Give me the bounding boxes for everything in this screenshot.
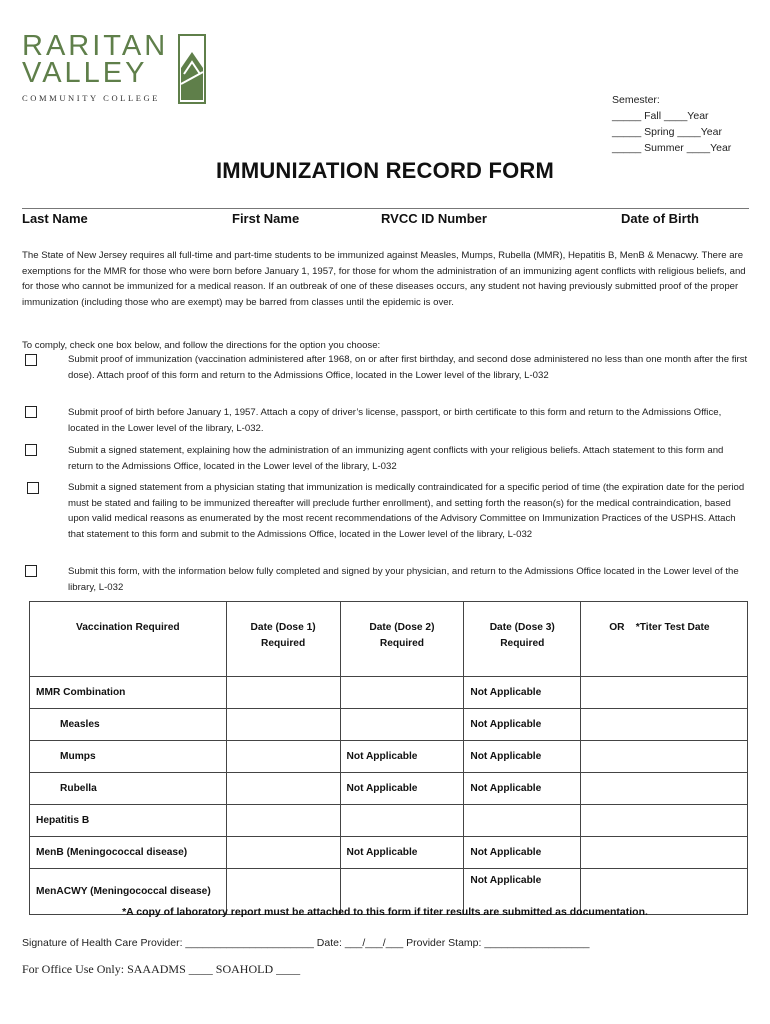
option-2-text: Submit proof of birth before January 1, 1957. Attach a copy of driver’s license, passport, or birth certificate to this form and return to the Admissions Office, located in the Lower level of the library, L-032. (68, 407, 722, 434)
dose-1-cell[interactable] (226, 741, 340, 773)
header-dose-3: Date (Dose 3) Required (464, 602, 581, 677)
dose-1-cell[interactable] (226, 805, 340, 837)
vaccine-name: Measles (30, 709, 227, 741)
vaccination-table (29, 601, 748, 915)
logo-line-3: COMMUNITY COLLEGE (22, 93, 161, 103)
header-or: OR (609, 622, 625, 633)
semester-summer: _____ Summer ____Year (612, 142, 732, 154)
option-5-checkbox[interactable] (25, 565, 37, 577)
last-name-label: Last Name (22, 211, 88, 226)
dose-3-cell: Not Applicable (464, 677, 581, 709)
titer-cell[interactable] (581, 741, 748, 773)
table-header-row (30, 602, 748, 677)
option-3-text: Submit a signed statement, explaining how the administration of an immunizing agent conflicts with your religious beliefs. Attach statement to this form and return to the Admissions Office, located in the Lower level of the library, L-032 (68, 445, 724, 472)
vaccine-name: MenACWY (Meningococcal disease) (30, 869, 227, 915)
titer-cell[interactable] (581, 773, 748, 805)
header-dose-1: Date (Dose 1) Required (226, 602, 340, 677)
first-name-label: First Name (232, 211, 300, 226)
vaccine-name: MenB (Meningococcal disease) (30, 837, 227, 869)
option-3-checkbox[interactable] (25, 444, 37, 456)
name-line[interactable] (22, 208, 749, 209)
table-row (30, 677, 748, 709)
office-use-line: For Office Use Only: SAAADMS ____ SOAHOLD ____ (22, 962, 301, 976)
header-titer-date: *Titer Test Date (635, 622, 710, 633)
dose-3-cell[interactable] (464, 805, 581, 837)
dose-2-cell: Not Applicable (340, 773, 464, 805)
dose-3-cell: Not Applicable (464, 741, 581, 773)
vaccine-name: Hepatitis B (30, 805, 227, 837)
dose-3-cell: Not Applicable (464, 869, 581, 915)
signature-line[interactable]: Signature of Health Care Provider: ______________________ Date: ___/___/___ Provider Stamp: __________________ (22, 937, 590, 949)
table-row (30, 805, 748, 837)
dose-3-cell: Not Applicable (464, 773, 581, 805)
semester-fall: _____ Fall ____Year (612, 110, 709, 122)
header-titer (581, 602, 748, 677)
header-dose-2: Date (Dose 2) Required (340, 602, 464, 677)
semester-spring: _____ Spring ____Year (612, 126, 722, 138)
dose-2-cell[interactable] (340, 805, 464, 837)
option-2-checkbox[interactable] (25, 406, 37, 418)
semester-label: Semester: (612, 94, 660, 106)
rvcc-id-label: RVCC ID Number (381, 211, 487, 226)
header-vaccination: Vaccination Required (30, 602, 227, 677)
option-5-text: Submit this form, with the information below fully completed and signed by your physician, and return to the Admissions Office located in the Lower level of the library, L-032 (68, 566, 739, 593)
semester-block (612, 92, 731, 156)
form-title: IMMUNIZATION RECORD FORM (215, 158, 555, 183)
dose-2-cell[interactable] (340, 677, 464, 709)
titer-cell[interactable] (581, 805, 748, 837)
dose-1-cell[interactable] (226, 773, 340, 805)
dob-label: Date of Birth (621, 211, 699, 226)
titer-note: *A copy of laboratory report must be attached to this form if titer results are submitted as documentation. (122, 906, 648, 918)
dose-1-cell[interactable] (226, 677, 340, 709)
option-4-checkbox[interactable] (27, 482, 39, 494)
titer-cell[interactable] (581, 709, 748, 741)
vaccine-name: MMR Combination (30, 677, 227, 709)
intro-paragraph: The State of New Jersey requires all full-time and part-time students to be immunized against Measles, Mumps, Rubella (MMR), Hepatitis B, MenB & Menacwy. There are exemptions for the MMR for those who were born before January 1, 1957, for those for whom the administration of an immunizing agent conflicts with religious beliefs, and for those who cannot be immunized for a medical reason. If an outbreak of one of these diseases occurs, any student not having previously submitted proof of the proper immunization (including those who are exempt) may be barred from classes until the epidemic is over. (22, 250, 746, 308)
titer-cell[interactable] (581, 837, 748, 869)
table-row (30, 837, 748, 869)
logo-line-1: RARITAN (22, 30, 169, 62)
dose-1-cell[interactable] (226, 837, 340, 869)
dose-2-cell: Not Applicable (340, 741, 464, 773)
college-logo (22, 32, 212, 104)
dose-1-cell[interactable] (226, 709, 340, 741)
dose-3-cell: Not Applicable (464, 709, 581, 741)
logo-line-2: VALLEY (22, 57, 148, 89)
logo-mark-icon (178, 34, 206, 104)
dose-2-cell[interactable] (340, 709, 464, 741)
vaccine-name: Rubella (30, 773, 227, 805)
option-1-checkbox[interactable] (25, 354, 37, 366)
dose-3-cell: Not Applicable (464, 837, 581, 869)
titer-cell[interactable] (581, 677, 748, 709)
table-row (30, 773, 748, 805)
option-1-text: Submit proof of immunization (vaccination administered after 1968, on or after first birthday, and second dose administered no less than one month after the first dose). Attach proof of this form and return to the Admissions Office, located in the Lower level of the library, L-032 (68, 354, 748, 381)
option-4-text: Submit a signed statement from a physician stating that immunization is medically contraindicated for a specific period of time (the expiration date for the period must be stated and failing to be immunized thereafter will preclude further enrollment), and setting forth the reason(s) for the medical contraindication, based upon valid medical reasons as enumerated by the most recent recommendations of the Advisory Committee on Immunization Practices of the USPHS. Attach that statement to this form and submit to the Admissions Office, located in the Lower level of the library, L-032 (68, 482, 745, 540)
comply-instruction: To comply, check one box below, and follow the directions for the option you choose: (22, 340, 381, 351)
dose-2-cell: Not Applicable (340, 837, 464, 869)
table-row (30, 709, 748, 741)
vaccine-name: Mumps (30, 741, 227, 773)
table-row (30, 741, 748, 773)
